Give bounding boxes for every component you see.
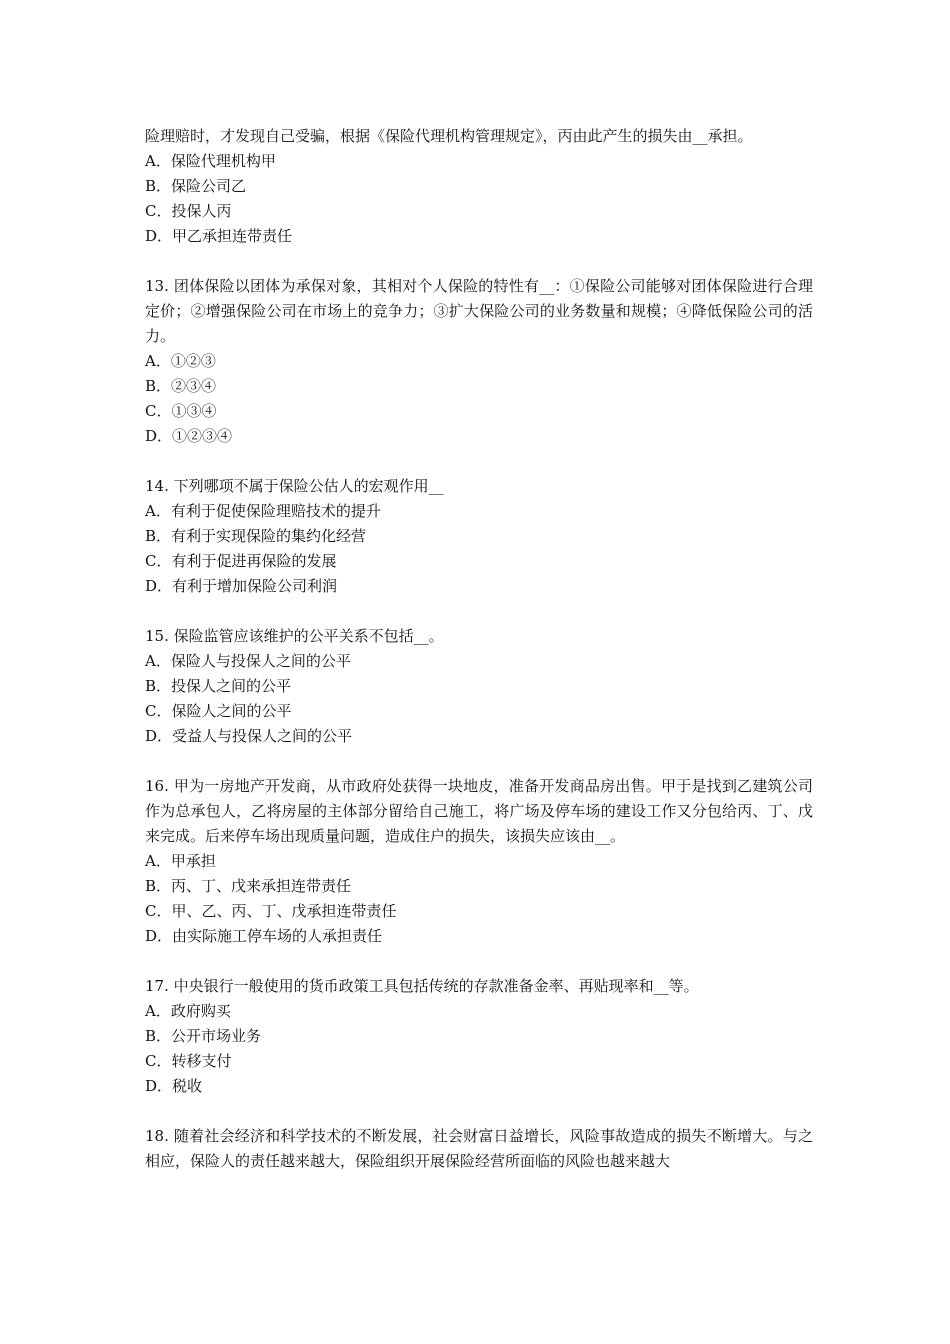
question-15 — [145, 624, 813, 749]
question-stem: 13. 团体保险以团体为承保对象，其相对个人保险的特性有__：①保险公司能够对团体保险进行合理定价；②增强保险公司在市场上的竞争力；③扩大保险公司的业务数量和规模；④降低保险公司的活力。 — [145, 277, 813, 345]
question-stem: 16. 甲为一房地产开发商，从市政府处获得一块地皮，准备开发商品房出售。甲于是找到乙建筑公司作为总承包人，乙将房屋的主体部分留给自己施工，将广场及停车场的建设工作又分包给丙、丁、戊来完成。后来停车场出现质量问题，造成住户的损失，该损失应该由__。 — [145, 777, 813, 845]
option-b: B．有利于实现保险的集约化经营 — [145, 527, 367, 545]
option-a: A．保险代理机构甲 — [145, 152, 276, 170]
option-c: C．投保人丙 — [145, 202, 232, 220]
option-a: A．保险人与投保人之间的公平 — [145, 652, 351, 670]
question-14 — [145, 474, 813, 599]
question-stem: 14. 下列哪项不属于保险公估人的宏观作用__ — [145, 477, 444, 495]
option-a: A．有利于促使保险理赔技术的提升 — [145, 502, 381, 520]
option-c: C．①③④ — [145, 402, 217, 420]
question-12-continued — [145, 124, 813, 249]
option-a: A．①②③ — [145, 352, 216, 370]
document-page — [145, 124, 813, 1199]
question-stem: 18. 随着社会经济和科学技术的不断发展，社会财富日益增长，风险事故造成的损失不断增大。与之相应，保险人的责任越来越大，保险组织开展保险经营所面临的风险也越来越大 — [145, 1127, 813, 1170]
option-d: D．①②③④ — [145, 427, 233, 445]
option-c: C．有利于促进再保险的发展 — [145, 552, 337, 570]
question-17 — [145, 974, 813, 1099]
option-d: D．受益人与投保人之间的公平 — [145, 727, 353, 745]
option-b: B．投保人之间的公平 — [145, 677, 292, 695]
option-c: C．甲、乙、丙、丁、戊承担连带责任 — [145, 902, 397, 920]
option-b: B．②③④ — [145, 377, 217, 395]
question-stem: 17. 中央银行一般使用的货币政策工具包括传统的存款准备金率、再贴现率和__等。 — [145, 977, 699, 995]
option-d: D．有利于增加保险公司利润 — [145, 577, 338, 595]
question-stem: 15. 保险监管应该维护的公平关系不包括__。 — [145, 627, 444, 645]
option-c: C．转移支付 — [145, 1052, 232, 1070]
question-16 — [145, 774, 813, 949]
option-c: C．保险人之间的公平 — [145, 702, 292, 720]
question-stem: 险理赔时，才发现自己受骗，根据《保险代理机构管理规定》，丙由此产生的损失由__承担。 — [145, 127, 753, 145]
option-a: A．甲承担 — [145, 852, 216, 870]
option-d: D．甲乙承担连带责任 — [145, 227, 293, 245]
question-18 — [145, 1124, 813, 1174]
option-d: D．由实际施工停车场的人承担责任 — [145, 927, 383, 945]
option-b: B．保险公司乙 — [145, 177, 247, 195]
option-b: B．丙、丁、戊来承担连带责任 — [145, 877, 352, 895]
question-13 — [145, 274, 813, 449]
option-d: D．税收 — [145, 1077, 203, 1095]
option-a: A．政府购买 — [145, 1002, 231, 1020]
option-b: B．公开市场业务 — [145, 1027, 262, 1045]
